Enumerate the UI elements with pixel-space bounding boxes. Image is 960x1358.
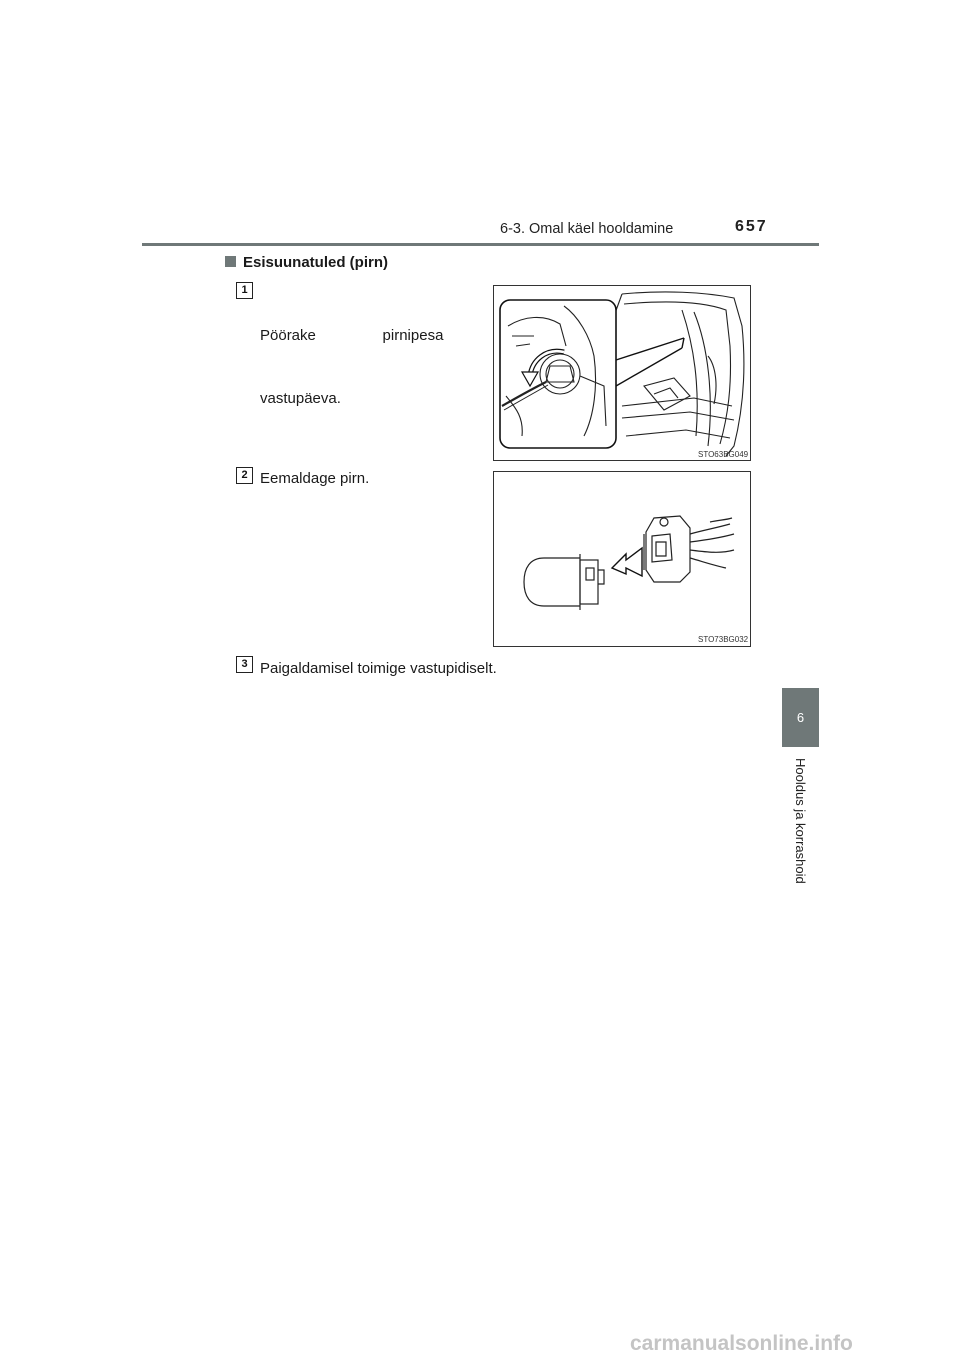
section-heading-text: Esisuunatuled (pirn) [243, 254, 389, 271]
step-text [260, 283, 443, 430]
section-heading [225, 254, 388, 271]
bulb-removal-illustration [494, 472, 750, 646]
figure-code: STO73BG032 [698, 635, 749, 644]
chapter-tab [782, 688, 819, 747]
step-text-line: Pöörake pirnipesa [260, 327, 444, 344]
step-text-line: vastupäeva. [260, 390, 341, 407]
header-section-title: 6-3. Omal käel hooldamine [500, 221, 674, 237]
step-number-badge: 1 [236, 282, 253, 299]
socket-rotation-illustration [494, 286, 750, 460]
header-rule [142, 243, 819, 246]
square-bullet-icon [225, 256, 236, 267]
step-number-badge: 2 [236, 467, 253, 484]
watermark: carmanualsonline.info [630, 1332, 853, 1355]
figure-code: STO63BG049 [698, 450, 749, 459]
chapter-title: Hooldus ja korrashoid [793, 758, 808, 884]
page-number: 657 [735, 218, 768, 235]
figure-bulb-removal [493, 471, 751, 647]
chapter-number: 6 [796, 710, 805, 725]
figure-socket-rotation [493, 285, 751, 461]
step-number-badge: 3 [236, 656, 253, 673]
step-text: Paigaldamisel toimige vastupidiselt. [260, 660, 497, 677]
step-text: Eemaldage pirn. [260, 470, 370, 487]
